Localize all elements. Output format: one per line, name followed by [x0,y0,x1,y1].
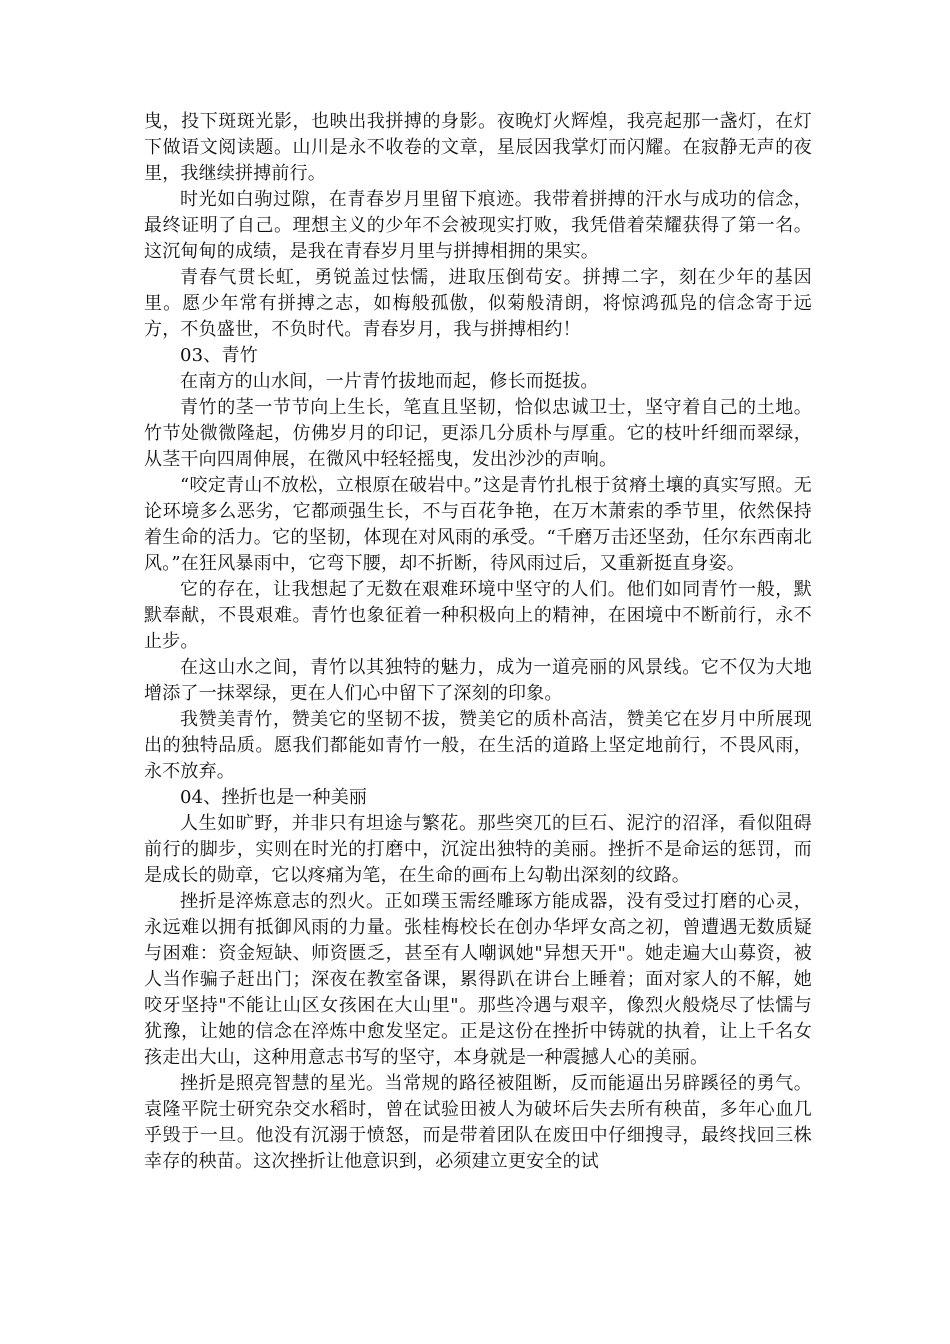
section-heading-03: 03、青竹 [180,345,258,366]
paragraph: 时光如白驹过隙，在青春岁月里留下痕迹。我带着拼搏的汗水与成功的信念，最终证明了自己。理想主义的少年不会被现实打败，我凭借着荣耀获得了第一名。这沉甸甸的成绩，是我在青春岁月里与拼搏相拥的果实。 [144,189,812,262]
paragraph: “咬定青山不放松，立根原在破岩中。”这是青竹扎根于贫瘠土壤的真实写照。无论环境多么恶劣，它都顽强生长，不与百花争艳，在万木萧索的季节里，依然保持着生命的活力。它的坚韧，体现在对风雨的承受。“千磨万击还坚劲，任尔东西南北风。”在狂风暴雨中，它弯下腰，却不折断，待风雨过后，又重新挺直身姿。 [144,475,812,574]
document-body [144,109,812,1175]
paragraph: 人生如旷野，并非只有坦途与繁花。那些突兀的巨石、泥泞的沼泽，看似阻碍前行的脚步，实则在时光的打磨中，沉淀出独特的美丽。挫折不是命运的惩罚，而是成长的勋章，它以疼痛为笔，在生命的画布上勾勒出深刻的纹路。 [144,813,812,886]
paragraph: 挫折是照亮智慧的星光。当常规的路径被阻断，反而能逼出另辟蹊径的勇气。袁隆平院士研究杂交水稻时，曾在试验田被人为破坏后失去所有秧苗，多年心血几乎毁于一旦。他没有沉溺于愤怒，而是带着团队在废田中仔细搜寻，最终找回三株幸存的秧苗。这次挫折让他意识到，必须建立更安全的试 [144,1073,812,1172]
paragraph: 青竹的茎一节节向上生长，笔直且坚韧，恰似忠诚卫士，坚守着自己的土地。竹节处微微隆起，仿佛岁月的印记，更添几分质朴与厚重。它的枝叶纤细而翠绿，从茎干向四周伸展，在微风中轻轻摇曳，发出沙沙的声响。 [144,397,812,470]
paragraph: 挫折是淬炼意志的烈火。正如璞玉需经雕琢方能成器，没有受过打磨的心灵，永远难以拥有抵御风雨的力量。张桂梅校长在创办华坪女高之初，曾遭遇无数质疑与困难：资金短缺、师资匮乏，甚至有人嘲讽她"异想天开"。她走遍大山募资，被人当作骗子赶出门；深夜在教室备课，累得趴在讲台上睡着；面对家人的不解，她咬牙坚持"不能让山区女孩困在大山里"。那些冷遇与艰辛，像烈火般烧尽了怯懦与犹豫，让她的信念在淬炼中愈发坚定。正是这份在挫折中铸就的执着，让上千名女孩走出大山，这种用意志书写的坚守，本身就是一种震撼人心的美丽。 [144,891,812,1068]
section-heading-04: 04、挫折也是一种美丽 [180,787,368,808]
paragraph: 它的存在，让我想起了无数在艰难环境中坚守的人们。他们如同青竹一般，默默奉献，不畏艰难。青竹也象征着一种积极向上的精神，在困境中不断前行，永不止步。 [144,579,812,652]
paragraph: 在南方的山水间，一片青竹拔地而起，修长而挺拔。 [180,371,599,392]
paragraph: 在这山水之间，青竹以其独特的魅力，成为一道亮丽的风景线。它不仅为大地增添了一抹翠绿，更在人们心中留下了深刻的印象。 [144,657,812,704]
paragraph: 我赞美青竹，赞美它的坚韧不拔，赞美它的质朴高洁，赞美它在岁月中所展现出的独特品质。愿我们都能如青竹一般，在生活的道路上坚定地前行，不畏风雨，永不放弃。 [144,709,812,782]
paragraph-continued: 曳，投下斑斑光影，也映出我拼搏的身影。夜晚灯火辉煌，我亮起那一盏灯，在灯下做语文阅读题。山川是永不收卷的文章，星辰因我掌灯而闪耀。在寂静无声的夜里，我继续拼搏前行。 [144,111,812,184]
paragraph: 青春气贯长虹，勇锐盖过怯懦，进取压倒苟安。拼搏二字，刻在少年的基因里。愿少年常有拼搏之志，如梅般孤傲，似菊般清朗，将惊鸿孤凫的信念寄于远方，不负盛世，不负时代。青春岁月，我与拼搏相约！ [144,267,812,340]
